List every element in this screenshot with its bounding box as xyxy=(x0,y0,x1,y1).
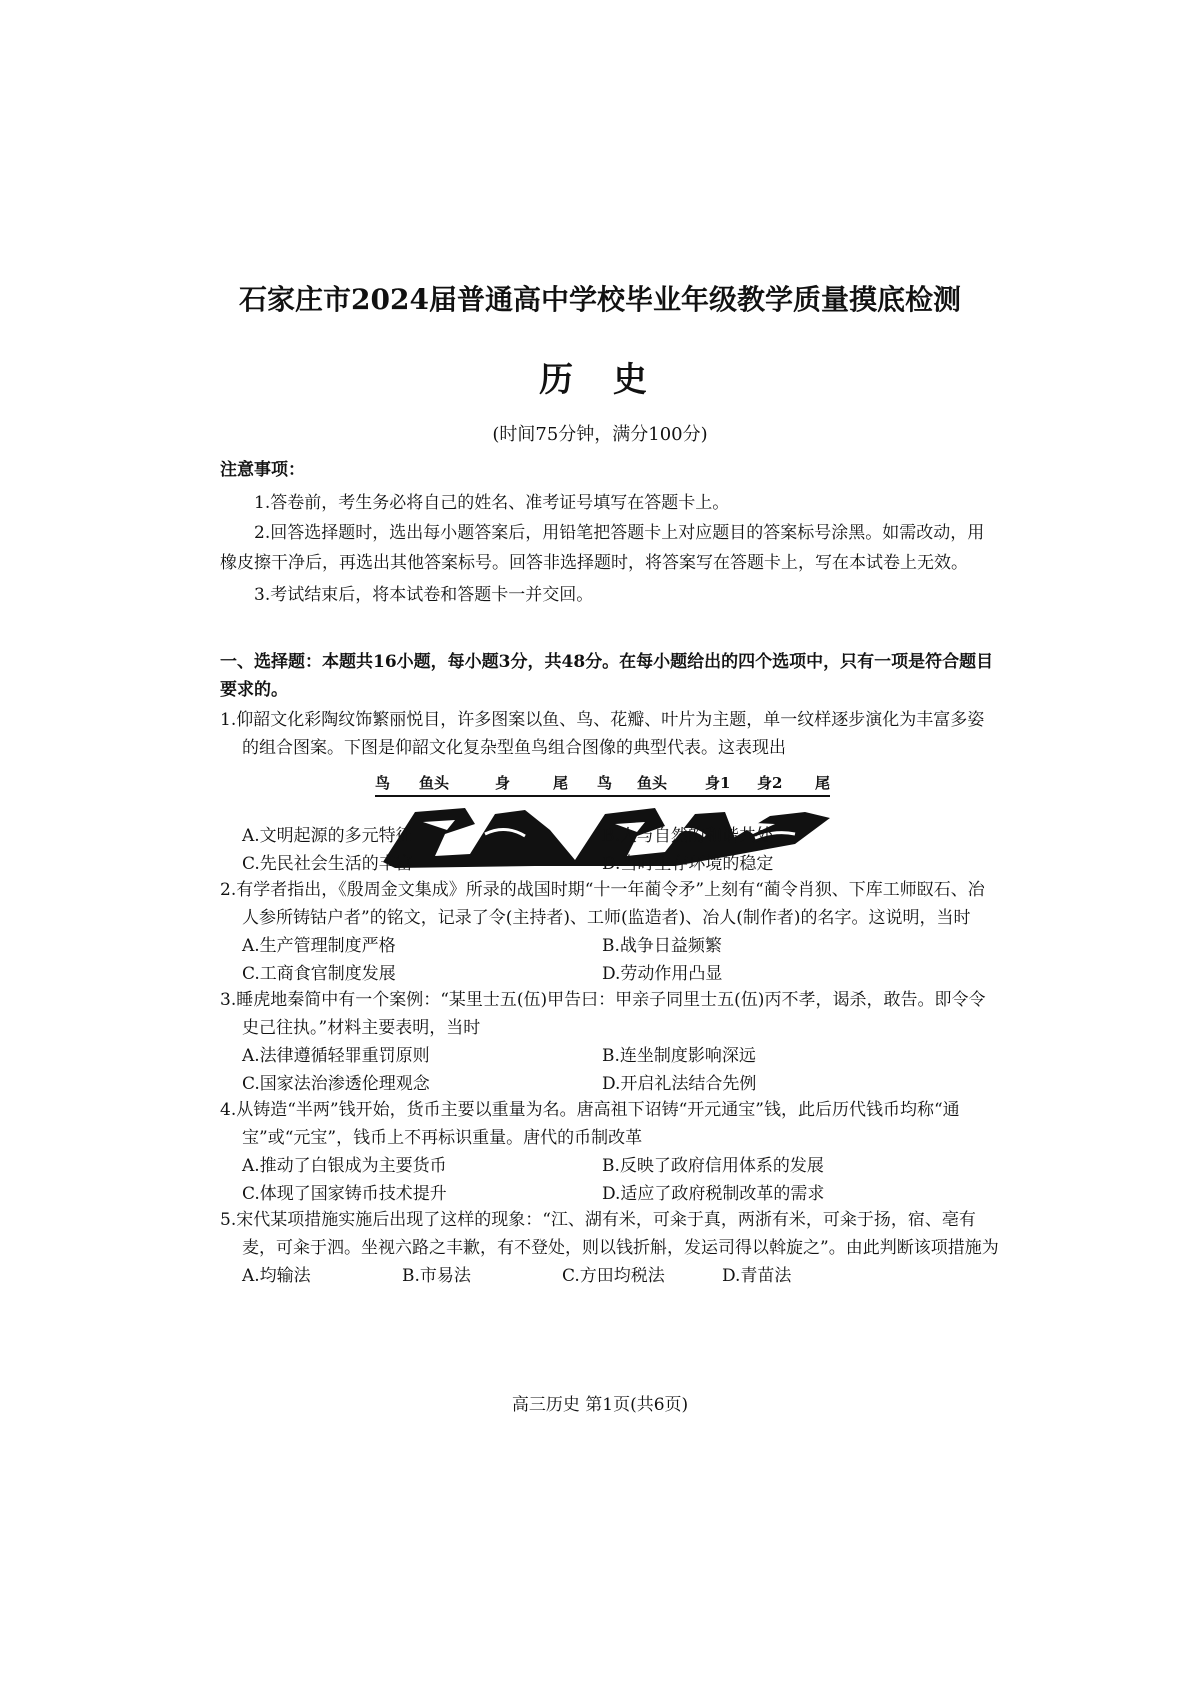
option-a[interactable]: A.推动了白银成为主要货币 xyxy=(242,1156,447,1176)
option-d[interactable]: D.青苗法 xyxy=(722,1266,792,1286)
option-a[interactable]: A.文明起源的多元特征 xyxy=(242,826,413,846)
option-d[interactable]: D.当时生存环境的稳定 xyxy=(602,854,774,874)
figure-label: 鸟 xyxy=(375,774,391,792)
subject-title: 历 史 xyxy=(539,360,661,400)
figure-label: 身1 xyxy=(705,774,731,792)
notes-title: 注意事项： xyxy=(220,460,305,480)
option-c[interactable]: C.先民社会生活的丰富 xyxy=(242,854,413,874)
option-c[interactable]: C.工商食官制度发展 xyxy=(242,964,396,984)
figure-label: 尾 xyxy=(553,774,569,792)
option-b[interactable]: B.战争日益频繁 xyxy=(602,936,722,956)
question-5 xyxy=(220,1206,1000,1290)
note-item-1 xyxy=(220,488,1000,518)
option-b[interactable]: B.反映了政府信用体系的发展 xyxy=(602,1156,824,1176)
option-a[interactable]: A.生产管理制度严格 xyxy=(242,936,396,956)
question-stem: 2.有学者指出，《殷周金文集成》所录的战国时期“十一年蔺令矛”上刻有“蔺令肖狈、下库工师臤石、冶人参所铸钴户者”的铭文，记录了令(主持者)、工师(监造者)、冶人(制作者)的名字。这说明，当时 xyxy=(220,880,985,928)
question-1-options xyxy=(220,822,1000,878)
question-2 xyxy=(220,876,1000,988)
note-item-2 xyxy=(220,518,1000,578)
question-1 xyxy=(220,706,1000,762)
option-c[interactable]: C.国家法治渗透伦理观念 xyxy=(242,1074,430,1094)
question-stem: 5.宋代某项措施实施后出现了这样的现象：“江、湖有米，可籴于真，两浙有米，可籴于扬，宿、亳有麦，可籴于泗。坐视六路之丰歉，有不登处，则以钱折斛，发运司得以斡旋之”。由此判断该项措施为 xyxy=(220,1210,999,1258)
note-text: 3.考试结束后，将本试卷和答题卡一并交回。 xyxy=(254,585,594,605)
figure-label: 鸟 xyxy=(597,774,613,792)
question-stem: 1.仰韶文化彩陶纹饰繁丽悦目，许多图案以鱼、鸟、花瓣、叶片为主题，单一纹样逐步演化为丰富多姿的组合图案。下图是仰韶文化复杂型鱼鸟组合图像的典型代表。这表现出 xyxy=(220,710,985,758)
option-a[interactable]: A.均输法 xyxy=(242,1266,311,1286)
note-text: 2.回答选择题时，选出每小题答案后，用铅笔把答题卡上对应题目的答案标号涂黑。如需改动，用橡皮擦干净后，再选出其他答案标号。回答非选择题时，将答案写在答题卡上，写在本试卷上无效。 xyxy=(220,523,985,573)
time-info: (时间75分钟，满分100分) xyxy=(492,424,708,445)
option-a[interactable]: A.法律遵循轻罪重罚原则 xyxy=(242,1046,430,1066)
page-footer: 高三历史 第1页(共6页) xyxy=(511,1395,689,1415)
figure-label: 鱼头 xyxy=(419,774,450,792)
option-d[interactable]: D.适应了政府税制改革的需求 xyxy=(602,1184,825,1204)
option-d[interactable]: D.劳动作用凸显 xyxy=(602,964,723,984)
note-text: 1.答卷前，考生务必将自己的姓名、准考证号填写在答题卡上。 xyxy=(254,493,730,513)
option-c[interactable]: C.方田均税法 xyxy=(562,1266,665,1286)
note-item-3 xyxy=(220,580,1000,610)
figure-label: 身 xyxy=(495,774,511,792)
exam-title: 石家庄市2024届普通高中学校毕业年级教学质量摸底检测 xyxy=(239,283,961,316)
question-stem: 4.从铸造“半两”钱开始，货币主要以重量为名。唐高祖下诏铸“开元通宝”钱，此后历代钱币均称“通宝”或“元宝”，钱币上不再标识重量。唐代的币制改革 xyxy=(220,1100,960,1148)
figure-label: 鱼头 xyxy=(637,774,668,792)
option-c[interactable]: C.体现了国家铸币技术提升 xyxy=(242,1184,447,1204)
question-stem: 3.睡虎地秦简中有一个案例：“某里士五(伍)甲告曰：甲亲子同里士五(伍)丙不孝，谒杀，敢告。即令令史己往执。”材料主要表明，当时 xyxy=(220,990,986,1038)
question-4 xyxy=(220,1096,1000,1208)
section-heading: 一、选择题：本题共16小题，每小题3分，共48分。在每小题给出的四个选项中，只有一项是符合题目要求的。 xyxy=(220,652,994,700)
option-d[interactable]: D.开启礼法结合先例 xyxy=(602,1074,757,1094)
figure-label: 尾 xyxy=(815,774,831,792)
question-3 xyxy=(220,986,1000,1098)
option-b[interactable]: B.连坐制度影响深远 xyxy=(602,1046,756,1066)
figure-labels xyxy=(375,772,835,796)
option-b[interactable]: B.人与自然的和谐共处 xyxy=(602,826,773,846)
figure-label: 身2 xyxy=(757,774,783,792)
option-b[interactable]: B.市易法 xyxy=(402,1266,471,1286)
